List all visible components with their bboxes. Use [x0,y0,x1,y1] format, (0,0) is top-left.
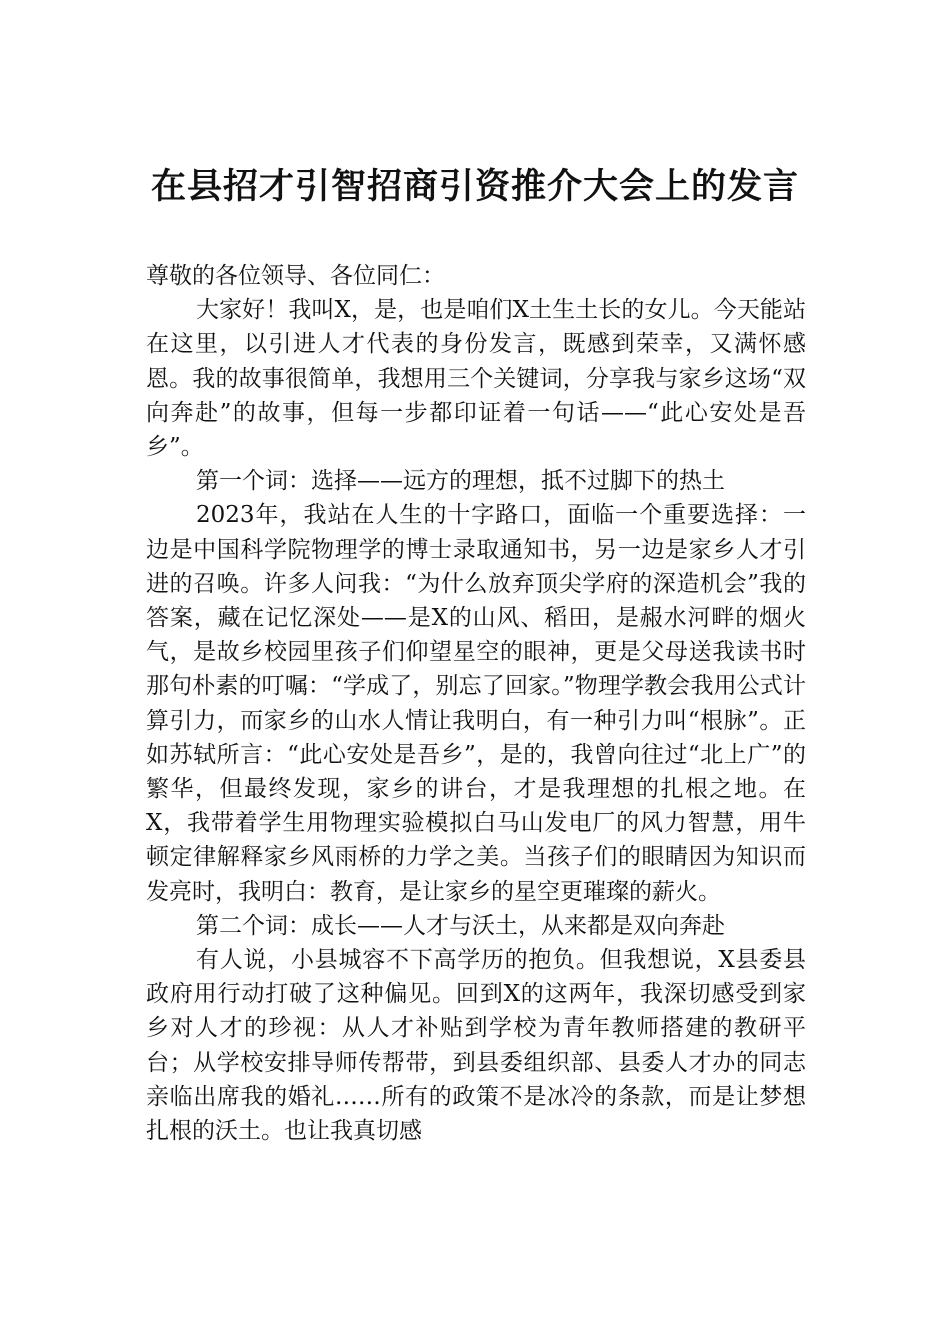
body-paragraph: 2023年，我站在人生的十字路口，面临一个重要选择：一边是中国科学院物理学的博士录取通知书，另一边是家乡人才引进的召唤。许多人问我：“为什么放弃顶尖学府的深造机会”我的答案，藏在记忆深处——是X的山风、稻田，是赧水河畔的烟火气，是故乡校园里孩子们仰望星空的眼神，更是父母送我读书时那句朴素的叮嘱：“学成了，别忘了回家。”物理学教会我用公式计算引力，而家乡的山水人情让我明白，有一种引力叫“根脉”。正如苏轼所言：“此心安处是吾乡”，是的，我曾向往过“北上广”的繁华，但最终发现，家乡的讲台，才是我理想的扎根之地。在X，我带着学生用物理实验模拟白马山发电厂的风力智慧，用牛顿定律解释家乡风雨桥的力学之美。当孩子们的眼睛因为知识而发亮时，我明白：教育，是让家乡的星空更璀璨的薪火。 [146,502,806,905]
section-heading: 第一个词：选择——远方的理想，抵不过脚下的热土 [196,468,725,495]
salutation-paragraph: 尊敬的各位领导、各位同仁： [146,263,445,289]
document-title: 在县招才引智招商引资推介大会上的发言 [150,166,799,207]
document-body [146,259,806,1148]
body-paragraph: 有人说，小县城容不下高学历的抱负。但我想说，X县委县政府用行动打破了这种偏见。回到X的这两年，我深切感受到家乡对人才的珍视：从人才补贴到学校为青年教师搭建的教研平台；从学校安排导师传帮带，到县委组织部、县委人才办的同志亲临出席我的婚礼……所有的政策不是冰冷的条款，而是让梦想扎根的沃土。也让我真切感 [146,947,806,1145]
section-heading: 第二个词：成长——人才与沃土，从来都是双向奔赴 [196,912,725,939]
body-paragraph: 大家好！我叫X，是，也是咱们X土生土长的女儿。今天能站在这里，以引进人才代表的身份发言，既感到荣幸，又满怀感恩。我的故事很简单，我想用三个关键词，分享我与家乡这场“双向奔赴”的故事，但每一步都印证着一句话——“此心安处是吾乡”。 [146,297,806,461]
